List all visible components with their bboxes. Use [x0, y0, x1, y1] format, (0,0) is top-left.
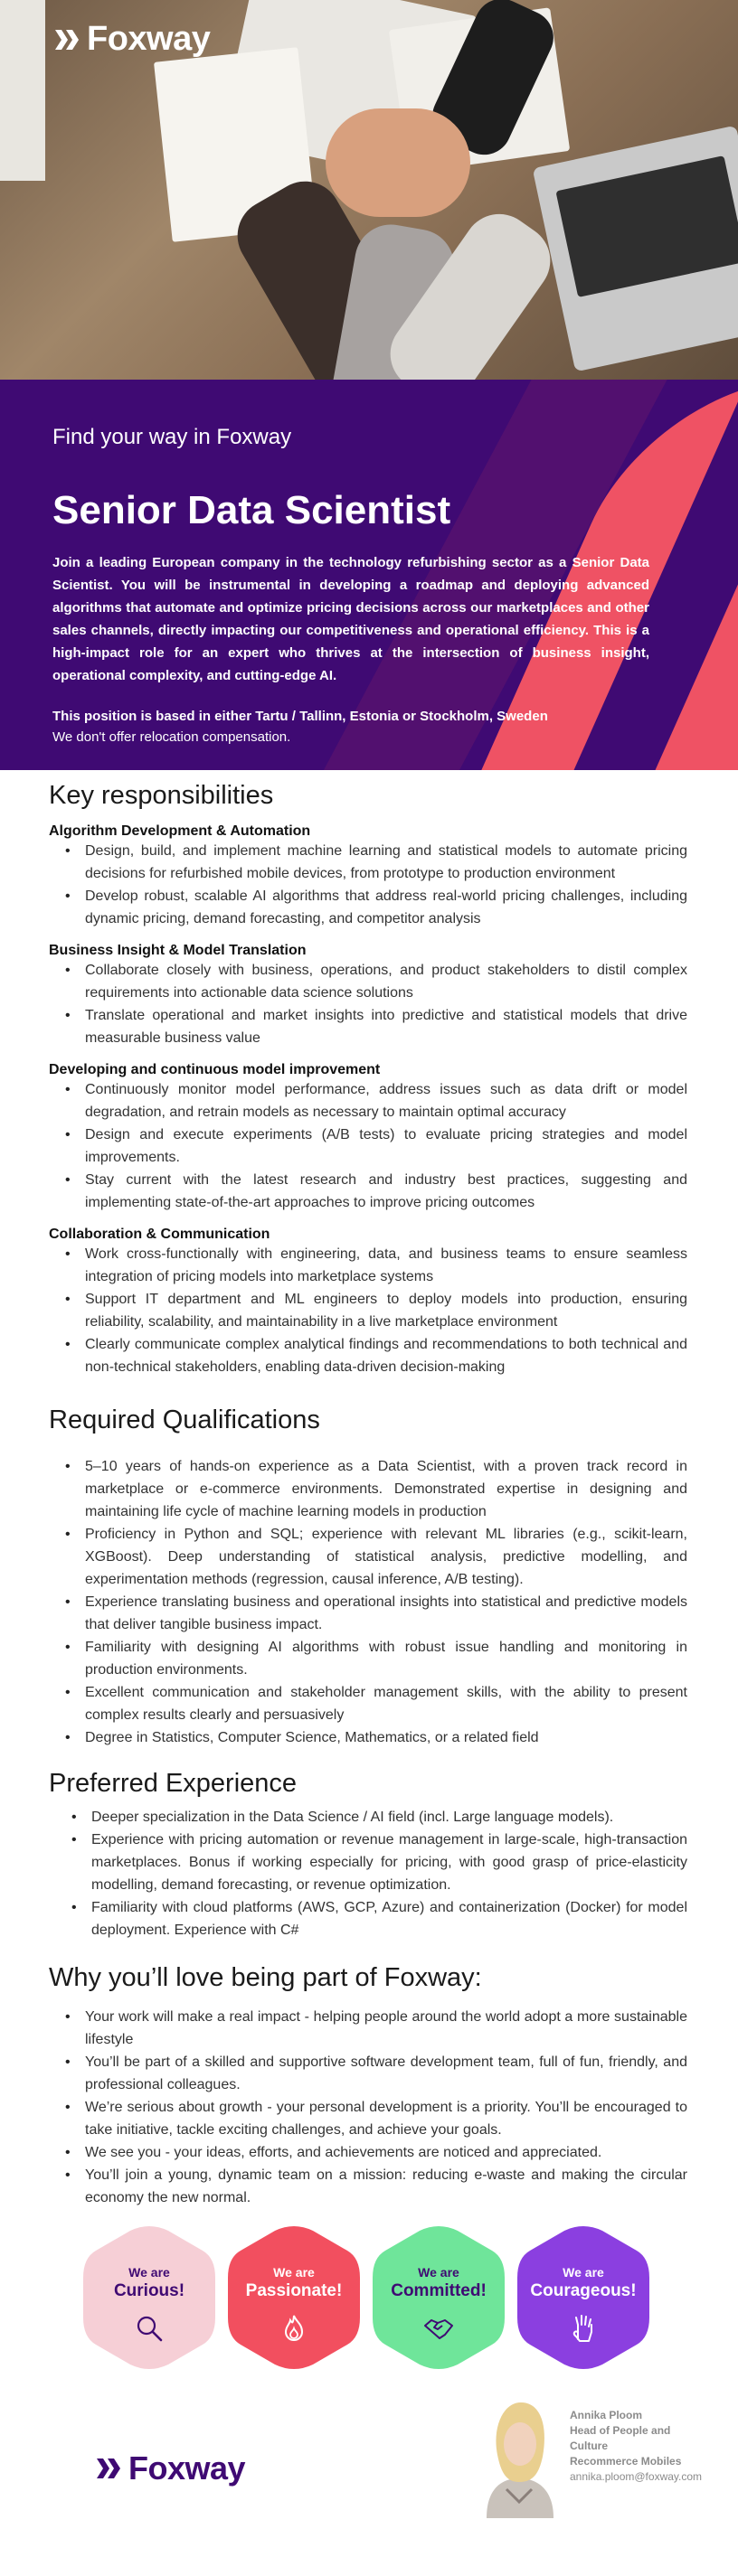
list-item: • Collaborate closely with business, operations, and product stakeholders to distil complex requirements into actionable data science solutions	[83, 959, 687, 1004]
list-item: • Design and execute experiments (A/B tests) to evaluate pricing strategies and model improvements.	[83, 1123, 687, 1169]
section-title: Key responsibilities	[49, 781, 274, 810]
header-logo[interactable]	[52, 20, 210, 59]
value-word: Courageous!	[530, 2281, 637, 2300]
list-item: • Degree in Statistics, Computer Science, Mathematics, or a related field	[83, 1726, 687, 1749]
value-word: Committed!	[391, 2281, 487, 2300]
list-item: • Develop robust, scalable AI algorithms that address real-world pricing challenges, including dynamic pricing, demand forecasting, and competitor analysis	[83, 885, 687, 930]
avatar	[470, 2392, 568, 2518]
list-item: • Familiarity with designing AI algorithms with robust issue handling and monitoring in production environments.	[83, 1636, 687, 1681]
list-item: • Experience translating business and operational insights into statistical and predictive models that deliver tangible business impact.	[83, 1591, 687, 1636]
group-heading: Algorithm Development & Automation	[49, 823, 311, 839]
group-heading: Developing and continuous model improvement	[49, 1062, 381, 1077]
list-item: • Clearly communicate complex analytical findings and recommendations to both technical and non-technical stakeholders, enabling data-driven decision-making	[83, 1333, 687, 1378]
intro-content	[52, 416, 649, 745]
hero-paper	[0, 0, 45, 181]
contact-card	[570, 2408, 702, 2485]
job-title: Senior Data Scientist	[52, 488, 451, 532]
group-heading: Collaboration & Communication	[49, 1227, 270, 1242]
list-item: • Experience with pricing automation or revenue management in large-scale, high-transaction marketplaces. Bonus if working especially for pricing, with good grasp of price-elasticity modelling, demand forecasting, or revenue optimization.	[90, 1829, 687, 1896]
value-prefix: We are	[273, 2265, 315, 2280]
company-values	[83, 2225, 687, 2370]
tagline: Find your way in Foxway	[52, 425, 292, 449]
job-intro: Join a leading European company in the technology refurbishing sector as a Senior Data Scientist. You will be instrumental in developing a roadmap and deploying advanced algorithms that automate and optimize pricing decisions across our marketplaces and other sales channels, directly impacting our competitiveness and operational efficiency. This is a high-impact role for an expert who thrives at the intersection of business insight, operational complexity, and cutting-edge AI.	[52, 555, 649, 683]
footer-logo[interactable]	[94, 2449, 245, 2487]
value-passionate	[228, 2225, 360, 2370]
hero-image	[0, 0, 738, 380]
flame-icon	[278, 2312, 310, 2345]
job-location: This position is based in either Tartu / Tallinn, Estonia or Stockholm, Sweden	[52, 709, 548, 724]
value-curious	[83, 2225, 215, 2370]
list-item: • Support IT department and ML engineers to deploy models into production, ensuring reliability, scalability, and maintainability in a live marketplace environment	[83, 1288, 687, 1333]
contact-company: Recommerce Mobiles	[570, 2455, 682, 2468]
list-item: • 5–10 years of hands-on experience as a Data Scientist, with a proven track record in marketplace or e-commerce environments. Demonstrated expertise in designing and maintaining life cycle of machine learning models in production	[83, 1455, 687, 1523]
contact-role: Head of People and Culture	[570, 2424, 671, 2452]
responsibilities-section	[49, 781, 687, 1378]
value-prefix: We are	[563, 2265, 604, 2280]
list-item: • Proficiency in Python and SQL; experience with relevant ML libraries (e.g., scikit-learn, XGBoost). Deep understanding of statistical analysis, predictive modelling, and experimentation methods (regression, causal inference, A/B testing).	[83, 1523, 687, 1591]
hero-laptop	[533, 126, 738, 372]
foxway-mark-icon	[94, 2455, 121, 2482]
responsibility-group	[49, 943, 687, 1049]
contact-name: Annika Ploom	[570, 2409, 643, 2421]
handshake-icon	[422, 2312, 455, 2345]
group-heading: Business Insight & Model Translation	[49, 943, 307, 958]
value-courageous	[517, 2225, 649, 2370]
logo-wordmark: Foxway	[87, 20, 211, 58]
list-item: • Work cross-functionally with engineering, data, and business teams to ensure seamless integration of pricing models into marketplace systems	[83, 1243, 687, 1288]
value-committed	[373, 2225, 505, 2370]
qualifications-section	[49, 1406, 687, 1749]
value-word: Passionate!	[245, 2281, 343, 2300]
list-item: • Deeper specialization in the Data Science / AI field (incl. Large language models).	[90, 1806, 687, 1829]
section-title: Required Qualifications	[49, 1406, 320, 1434]
contact-photo	[470, 2392, 568, 2518]
section-title: Why you’ll love being part of Foxway:	[49, 1963, 482, 1992]
value-word: Curious!	[113, 2281, 185, 2300]
job-intro-band	[0, 380, 738, 770]
contact-email[interactable]: annika.ploom@foxway.com	[570, 2470, 703, 2483]
footer	[49, 2384, 703, 2520]
list-item: • Continuously monitor model performance, address issues such as data drift or model degradation, and retrain models as necessary to maintain optimal accuracy	[83, 1078, 687, 1123]
list-item: • You’ll be part of a skilled and supportive software development team, full of fun, friendly, and professional colleagues.	[83, 2051, 687, 2096]
list-item: • Your work will make a real impact - helping people around the world adopt a more sustainable lifestyle	[83, 2006, 687, 2051]
list-item: • Translate operational and market insights into predictive and statistical models that drive measurable business value	[83, 1004, 687, 1049]
value-prefix: We are	[128, 2265, 170, 2280]
preferred-section	[49, 1769, 687, 1941]
list-item: • We’re serious about growth - your personal development is a priority. You’ll be encouraged to take initiative, tackle exciting challenges, and achieve your goals.	[83, 2096, 687, 2141]
responsibility-group	[49, 1062, 687, 1214]
relocation-note: We don't offer relocation compensation.	[52, 729, 291, 745]
list-item: • You’ll join a young, dynamic team on a mission: reducing e-waste and making the circular economy the new normal.	[83, 2164, 687, 2209]
responsibility-group	[49, 823, 687, 930]
list-item: • Stay current with the latest research and industry best practices, suggesting and implementing state-of-the-art approaches to improve pricing outcomes	[83, 1169, 687, 1214]
hero-hands	[326, 108, 470, 217]
section-title: Preferred Experience	[49, 1769, 298, 1798]
responsibility-group	[49, 1227, 687, 1378]
list-item: • We see you - your ideas, efforts, and achievements are noticed and appreciated.	[83, 2141, 687, 2164]
magnifier-icon	[133, 2312, 166, 2345]
foxway-mark-icon	[52, 26, 80, 53]
list-item: • Familiarity with cloud platforms (AWS, GCP, Azure) and containerization (Docker) for model deployment. Experience with C#	[90, 1896, 687, 1941]
why-section	[49, 1963, 687, 2209]
list-item: • Excellent communication and stakeholder management skills, with the ability to present complex results clearly and persuasively	[83, 1681, 687, 1726]
list-item: • Design, build, and implement machine learning and statistical models to automate pricing decisions for refurbished mobile devices, from prototype to production environment	[83, 840, 687, 885]
value-prefix: We are	[418, 2265, 459, 2280]
raised-hand-icon	[567, 2312, 600, 2345]
logo-wordmark: Foxway	[128, 2449, 246, 2487]
